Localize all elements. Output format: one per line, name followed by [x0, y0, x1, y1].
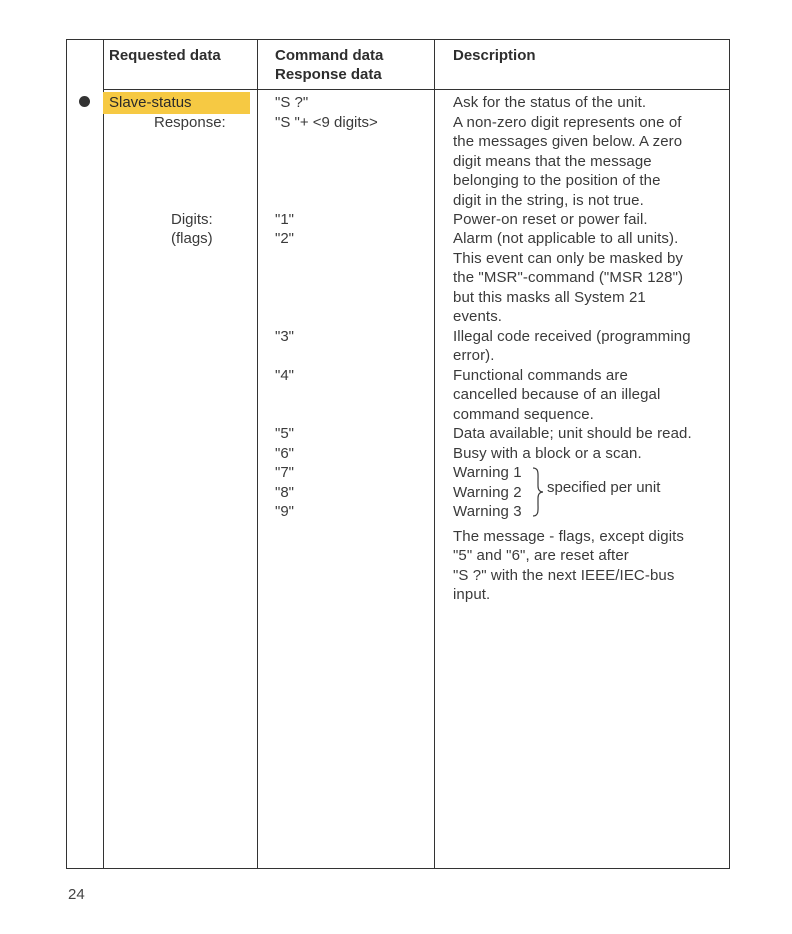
description-line: Illegal code received (programming — [453, 328, 691, 345]
header-response-data: Response data — [275, 66, 382, 83]
description-line: the messages given below. A zero — [453, 133, 683, 150]
description-line: Alarm (not applicable to all units). — [453, 230, 679, 247]
description-line: A non-zero digit represents one of — [453, 114, 682, 131]
digit-code: "7" — [275, 464, 294, 481]
description-line: This event can only be masked by — [453, 250, 683, 267]
warning-3: Warning 3 — [453, 503, 522, 520]
command-query: "S ?" — [275, 94, 309, 111]
description-line: belonging to the position of the — [453, 172, 661, 189]
flags-label: (flags) — [171, 230, 213, 247]
page-number: 24 — [68, 886, 85, 903]
digit-code: "6" — [275, 445, 294, 462]
description-line: "S ?" with the next IEEE/IEC-bus — [453, 567, 675, 584]
digit-code: "9" — [275, 503, 294, 520]
header-divider — [103, 89, 730, 90]
header-description: Description — [453, 47, 536, 64]
warning-1: Warning 1 — [453, 464, 522, 481]
column-divider — [103, 39, 104, 869]
description-line: digit in the string, is not true. — [453, 192, 644, 209]
description-line: command sequence. — [453, 406, 594, 423]
warning-note: specified per unit — [547, 479, 661, 496]
digits-label: Digits: — [171, 211, 213, 228]
description-line: digit means that the message — [453, 153, 652, 170]
column-divider — [257, 39, 258, 869]
description-line: error). — [453, 347, 495, 364]
description-line: cancelled because of an illegal — [453, 386, 661, 403]
description-line: Power-on reset or power fail. — [453, 211, 648, 228]
description-line: Busy with a block or a scan. — [453, 445, 642, 462]
digit-code: "5" — [275, 425, 294, 442]
digit-code: "8" — [275, 484, 294, 501]
response-label: Response: — [154, 114, 226, 131]
description-line: the "MSR"-command ("MSR 128") — [453, 269, 684, 286]
description-line: but this masks all System 21 — [453, 289, 646, 306]
description-line: Ask for the status of the unit. — [453, 94, 647, 111]
description-line: Data available; unit should be read. — [453, 425, 692, 442]
slave-status-label: Slave-status — [109, 94, 192, 111]
bullet-icon — [79, 96, 90, 107]
header-requested-data: Requested data — [109, 47, 221, 64]
column-divider — [434, 39, 435, 869]
warning-2: Warning 2 — [453, 484, 522, 501]
description-line: Functional commands are — [453, 367, 628, 384]
description-line: "5" and "6", are reset after — [453, 547, 629, 564]
description-line: The message - flags, except digits — [453, 528, 685, 545]
command-response-format: "S "+ <9 digits> — [275, 114, 378, 131]
digit-code: "2" — [275, 230, 294, 247]
description-line: events. — [453, 308, 503, 325]
description-line: input. — [453, 586, 491, 603]
digit-code: "4" — [275, 367, 294, 384]
header-command-data: Command data — [275, 47, 384, 64]
digit-code: "3" — [275, 328, 294, 345]
curly-brace-icon — [531, 466, 545, 518]
digit-code: "1" — [275, 211, 294, 228]
